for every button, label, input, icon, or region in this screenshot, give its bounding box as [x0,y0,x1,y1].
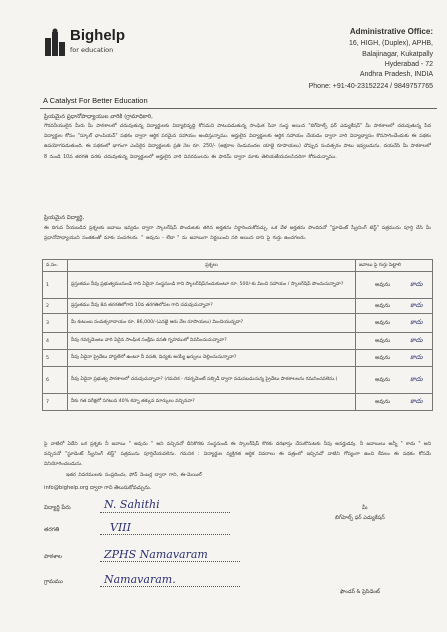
answer-no-marked: కాదు [410,397,423,405]
office-address [309,27,433,93]
answer-cell [356,333,433,350]
bighelp-logo-icon [44,28,66,58]
answer-yes: అవును [375,355,391,361]
answer-yes: అవును [375,377,391,383]
row-number: 6 [43,367,68,394]
answer-cell [356,299,433,314]
contact-paragraph: ఇతర వివరములకు సంప్రదించు, ఫోన్ నెంబర్ల ద్వారా గాని, ఈ-మెయిల్ [66,473,202,478]
school-label: పాఠశాల [44,554,62,560]
table-row [43,333,433,350]
answer-cell [356,314,433,333]
intro-paragraph: గౌరవనీయులైన మీరు మీ పాఠశాలలో చదువుతున్న విద్యార్థులకు విద్యాభివృద్ధి కోసమని పాటుపడుతున్న సాంఘిక సేవా సంస్థ అయిన "బిగ్‌హెల్ప్ ఫర్ ఎడ్యుకేషన్" మీ పాఠశాలలో చదువుతున్న పేద విద్యార్థుల కోసం "స్కూల్ ఛాంపియన్" పథకం ద్వారా ఆర్థిక పరమైన సహాయం అందిస్తున్నాము. అర్హులైన విద్యార్థులకు ఆర్థిక సహాయం చేయడం ద్వారా వారి విద్యాభ్యాసం కొనసాగించేందుకు ఈ పథకం ఉపయోగపడుతుంది. ఈ పథకంలో భాగంగా ఎంపికైన విద్యార్థులకు ప్రతి నెల రూ. 250/- (అక్షరాల రెండువందల యాభై రూపాయలు) చొప్పున సంవత్సరం పాటు ఇవ్వబడును. దయచేసి మీ పాఠశాలలో 8 నుండి 10వ తరగతి వరకు చదువుతున్న విద్యార్థులలో అర్హులైన వారి వివరములను ఈ ఫారమ్ ద్వారా మాకు తెలియజేయవలసినదిగా కోరుచున్నాము. [44,124,431,160]
address-line: Balajinagar, Kukatpally [362,50,433,58]
answer-yes: అవును [375,320,391,326]
village-label: గ్రామము [44,579,63,585]
brand-name: Bighelp [70,27,125,44]
signature-org: బిగ్‌హెల్ప్ ఫర్ ఎడ్యుకేషన్ [335,515,385,521]
question-text: మీ కుటుంబ సంవత్సరాదాయం రూ. 86,000/-(ఎనభై ఆరు వేల రూపాయలు) మించియున్నదా? [68,314,356,333]
question-text: ప్రస్తుతము నీవు ప్రభుత్వమునుండి గాని ఏదైనా సంస్థనుండి గాని స్కాలర్‌షిప్‌నందుకుంటూ రూ. 500/-కు మించి సహాయం / స్కాలర్‌షిప్ పొందుచున్నావా? [68,272,356,299]
village-field[interactable]: Namavaram. [104,573,176,586]
table-header-row [43,260,433,272]
student-greeting: ప్రియమైన విద్యార్థి, [44,215,85,221]
address-line: Hyderabad - 72 [384,60,433,68]
student-name-label: విద్యార్థి పేరు [44,505,71,511]
row-number: 3 [43,314,68,333]
answer-no-marked: కాదు [410,375,423,383]
table-row [43,272,433,299]
answer-yes: అవును [375,338,391,344]
salutation: ప్రియమైన ప్రధానోపాధ్యాయుల వారికి (గ్రామాధికారి, [44,114,153,120]
answer-yes: అవును [375,303,391,309]
header-serial: వ.సం. [43,260,68,272]
student-name-field[interactable]: N. Sahithi [104,498,160,511]
school-field[interactable]: ZPHS Namavaram [104,548,208,561]
office-title: Administrative Office: [349,27,433,36]
question-text: ప్రస్తుతము నీవు 8వ తరగతిలోగాని 10వ తరగతిలోపల గాని చదువుచున్నావా? [68,299,356,314]
answer-no-marked: కాదు [410,280,423,288]
signature-title: ఫౌండర్ & ప్రెసిడెంట్ [340,589,380,595]
address-line: 16, HIGH, (Duplex), APHB, [348,40,433,48]
name-line [100,512,230,513]
header-answer: జవాబు పై గుర్తు పెట్టాలి [356,260,433,272]
contact-email: info@bighelp.org ద్వారా గాని తెలుసుకోవచ్చును. [44,485,152,491]
table-row [43,367,433,394]
table-row [43,350,433,367]
village-line [100,586,240,587]
answer-yes: అవును [375,282,391,288]
header-divider [40,108,437,109]
school-line [100,561,240,562]
question-text: నీకు గత పరీక్షలో సగటున 40% కన్నా తక్కువ మార్కులు వచ్చినవా? [68,394,356,411]
answer-cell [356,367,433,394]
eligibility-note-paragraph: పై వాటిలో ఏదేని ఒక ప్రశ్నకు నీ జవాబు " అవును " అని వచ్చినచో దీనికొరకు సంస్థనుండి ఈ స్కాలర్‌షిప్ కొరకు దరఖాస్తు చేసుకొనుటకు నీవు అనర్హుడవు. నీ జవాబులు అన్నీ " కాదు " అని వచ్చినచో "స్టూడెంట్ స్క్రీనింగ్ టెస్ట్" పత్రమును పూర్తిచేయవలెను. గమనిక : విద్యార్థుల వ్యక్తిగత ఆర్థిక వివరాలు ఈ పత్రంలో ఇచ్చినచో వాటిని గోప్యంగా ఉంచి కేవలం ఈ పథకం కోసమే వినియోగించబడును. [44,442,431,468]
table-row [43,299,433,314]
answer-cell [356,394,433,411]
address-line: Andhra Pradesh, INDIA [359,71,433,79]
question-text: నీవు ఏదైనా ప్రభుత్వ పాఠశాలలో చదువుచున్నావా? (గమనిక - గవర్నమెంట్ సబ్సిడీ ద్వారా నడుపబడుచున్న ప్రైవేటు పాఠశాలలను గమనించవలెను.) [68,367,356,394]
question-text: నీవు ఏదైనా ప్రైవేటు హాస్టల్‌లో ఉంటూ నీ వసతి, విద్యకు అయ్యే ఖర్చులు చెల్లించుచున్నావా? [68,350,356,367]
answer-cell [356,272,433,299]
answer-no-marked: కాదు [410,336,423,344]
class-label: తరగతి [44,527,60,533]
answer-no-marked: కాదు [410,353,423,361]
phone-number: Phone: +91-40-23152224 / 9849757765 [308,83,433,91]
eligibility-table [42,259,433,411]
row-number: 2 [43,299,68,314]
class-field[interactable]: VIII [110,521,131,534]
brand-subtitle: for education [70,46,114,54]
signature-closing: మీ [362,505,368,511]
header-questions: ప్రశ్నలు [68,260,356,272]
instruction-paragraph: ఈ దిగువ నీయబడిన ప్రశ్నలకు జవాబు ఇవ్వడం ద్వారా స్కాలర్‌షిప్ పొందుటకు తగిన అర్హతను నిర్ధారించుకోవచ్చు. ఒక వేళ అర్హతను పొందినచో "స్టూడెంట్ స్క్రీనింగ్ టెస్ట్" పత్రమును పూర్తి చేసి మీ ప్రధానోపాధ్యాయుని సంతకంతో మాకు పంపగలరు. " అవును - లేదా " ను జవాబుగా నిర్ణయించి సరి అయిన దాని పై గుర్తు ఉంచగలరు. [44,226,431,242]
answer-no-marked: కాదు [410,301,423,309]
class-line [100,534,230,535]
row-number: 7 [43,394,68,411]
tagline: A Catalyst For Better Education [43,96,148,105]
answer-no-marked: కాదు [410,318,423,326]
answer-yes: అవును [375,399,391,405]
row-number: 5 [43,350,68,367]
table-row [43,394,433,411]
question-text: నీవు గవర్నమెంటు వారి ఏదైన సాంఘిక సంక్షేమ వసతి గృహములో నివసించుచున్నావా? [68,333,356,350]
row-number: 4 [43,333,68,350]
table-row [43,314,433,333]
answer-cell [356,350,433,367]
row-number: 1 [43,272,68,299]
